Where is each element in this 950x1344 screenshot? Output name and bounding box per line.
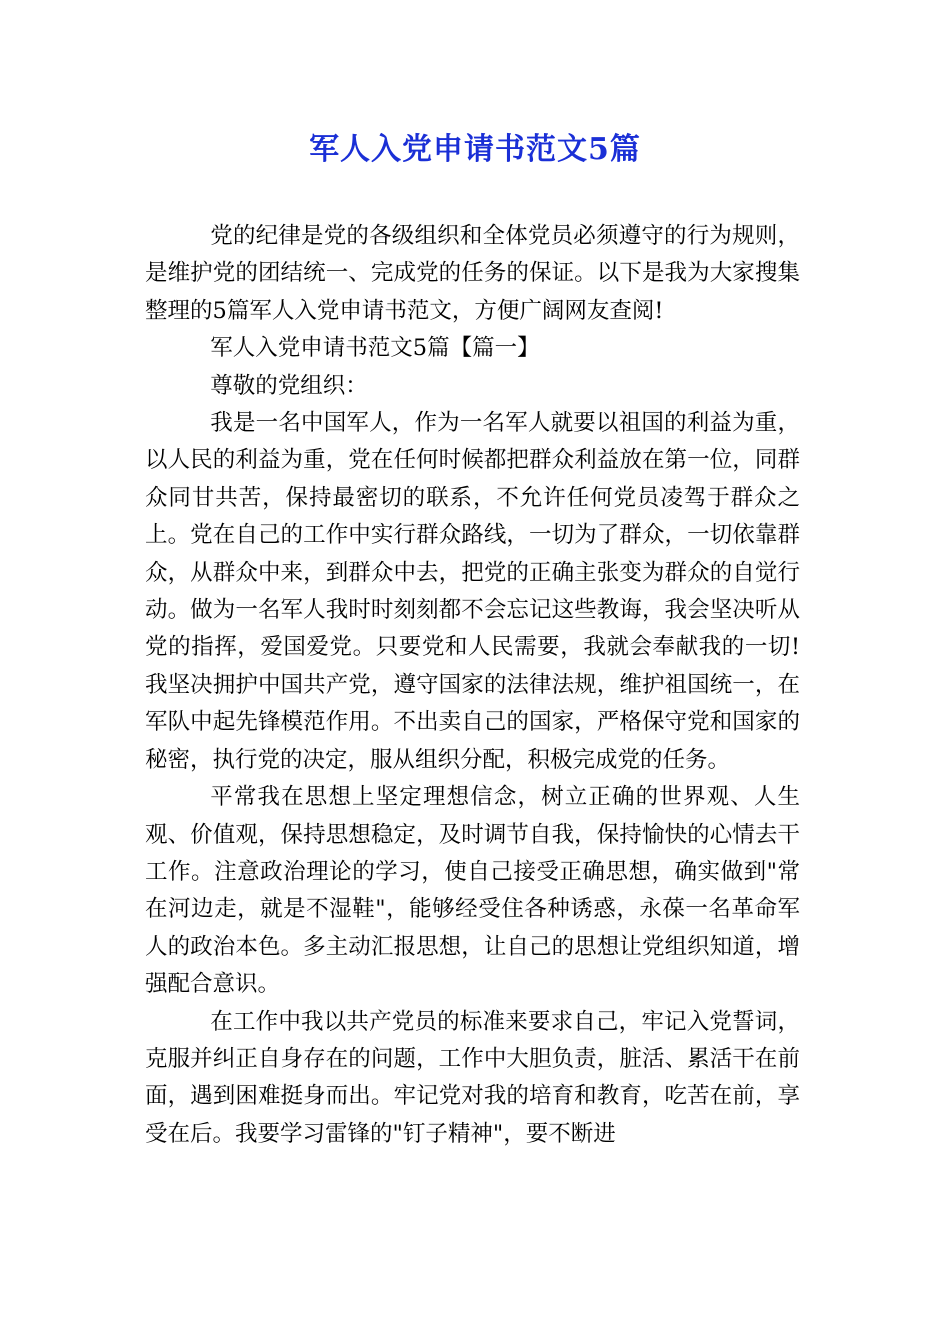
document-body [145,218,800,1153]
section-heading: 军人入党申请书范文5篇【篇一】 [210,335,540,362]
salutation: 尊敬的党组织： [210,372,368,399]
intro-paragraph: 党的纪律是党的各级组织和全体党员必须遵守的行为规则，是维护党的团结统一、完成党的任务的保证。以下是我为大家搜集整理的5篇军人入党申请书范文，方便广阔网友查阅! [145,223,800,324]
body-paragraph: 在工作中我以共产党员的标准来要求自己，牢记入党誓词，克服并纠正自身存在的问题，工作中大胆负责，脏活、累活干在前面，遇到困难挺身而出。牢记党对我的培育和教育，吃苦在前，享受在后。我要学习雷锋的"钉子精神"，要不断进 [145,1008,800,1147]
body-paragraph: 我是一名中国军人，作为一名军人就要以祖国的利益为重，以人民的利益为重，党在任何时候都把群众利益放在第一位，同群众同甘共苦，保持最密切的联系，不允许任何党员凌驾于群众之上。党在自己的工作中实行群众路线，一切为了群众，一切依靠群众，从群众中来，到群众中去，把党的正确主张变为群众的自觉行动。做为一名军人我时时刻刻都不会忘记这些教诲，我会坚决听从党的指挥，爱国爱党。只要党和人民需要，我就会奉献我的一切!我坚决拥护中国共产党，遵守国家的法律法规，维护祖国统一，在军队中起先锋模范作用。不出卖自己的国家，严格保守党和国家的秘密，执行党的决定，服从组织分配，积极完成党的任务。 [145,410,800,773]
document-title: 军人入党申请书范文5篇 [309,132,641,167]
body-paragraph: 平常我在思想上坚定理想信念，树立正确的世界观、人生观、价值观，保持思想稳定，及时调节自我，保持愉快的心情去干工作。注意政治理论的学习，使自己接受正确思想，确实做到"常在河边走，就是不湿鞋"，能够经受住各种诱惑，永葆一名革命军人的政治本色。多主动汇报思想，让自己的思想让党组织知道，增强配合意识。 [145,784,800,998]
